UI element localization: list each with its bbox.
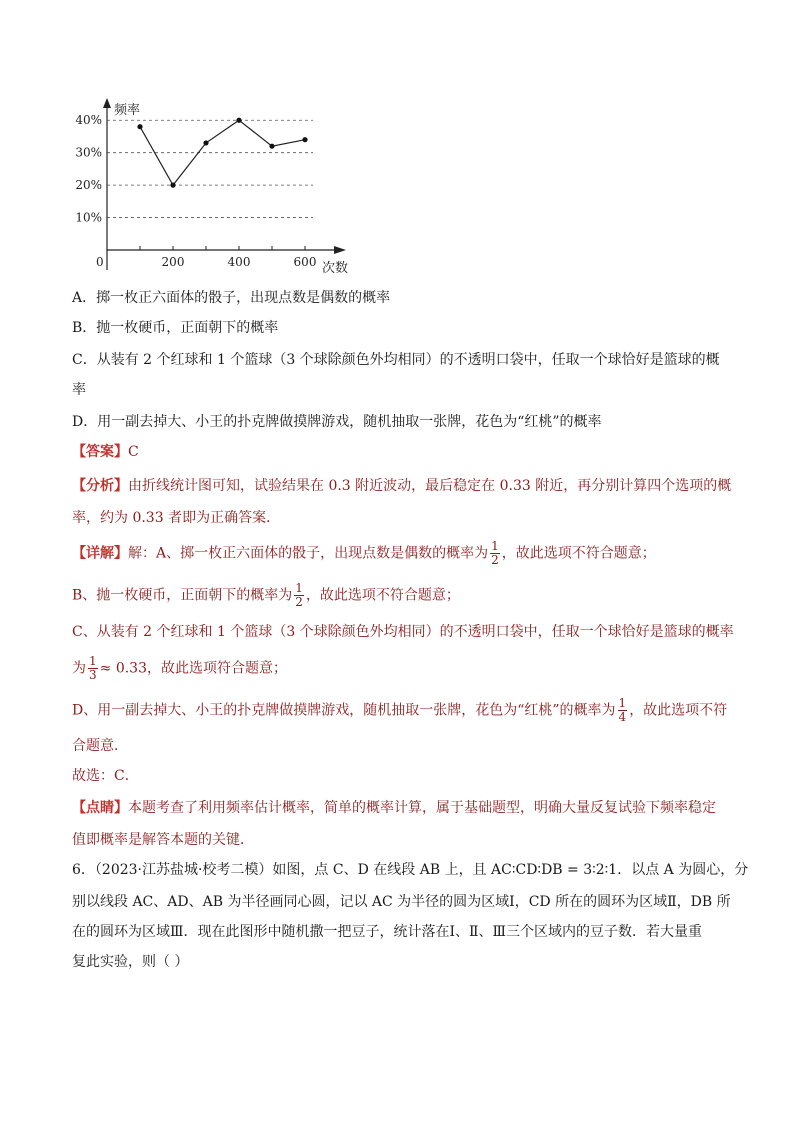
detail-b-post: ，故此选项不符合题意；	[305, 587, 460, 604]
detail-c-pre: 为	[72, 660, 86, 677]
data-point	[203, 140, 208, 145]
y-tick-label: 30%	[75, 145, 102, 160]
detail-line-c2	[72, 655, 287, 682]
fraction-c-den: 3	[89, 668, 97, 682]
question6-line1: 6．（2023·江苏盐城·校考二模）如图，点 C、D 在线段 AB 上，且 AC∶CD∶DB = 3∶2∶1．以点 A 为圆心，分	[72, 862, 749, 878]
frequency-line-chart	[70, 92, 370, 282]
x-axis-label: 次数	[322, 261, 349, 276]
fraction-b	[294, 582, 304, 609]
fraction-d-den: 4	[618, 710, 627, 724]
y-tick-label: 20%	[75, 178, 102, 193]
y-axis-label: 频率	[114, 103, 141, 118]
y-axis-arrow	[103, 98, 111, 108]
comment-line2: 值即概率是解答本题的关键．	[72, 832, 254, 848]
answer-tag: 【答案】	[72, 444, 128, 460]
fraction-a	[490, 540, 500, 567]
chart-ticks	[75, 113, 316, 269]
detail-choose: 故选：C．	[72, 768, 139, 784]
x-tick-label: 400	[227, 255, 251, 269]
detail-line-d1	[72, 697, 727, 724]
analysis-tag: 【分析】	[72, 478, 128, 494]
fraction-b-num: 1	[295, 581, 303, 595]
fraction-c	[88, 655, 98, 682]
answer-line	[72, 442, 139, 462]
option-c-line2: 率	[72, 382, 86, 398]
analysis-text1: 由折线统计图可知，试验结果在 0.3 附近波动，最后稳定在 0.33 附近，再分别计算四个选项的概	[128, 478, 732, 494]
y-tick-label: 10%	[75, 210, 102, 225]
option-b: B．抛一枚硬币，正面朝下的概率	[72, 320, 279, 336]
x-tick-label: 600	[293, 255, 317, 269]
detail-b-pre: B、抛一枚硬币，正面朝下的概率为	[72, 587, 293, 604]
comment-line1	[72, 798, 716, 818]
detail-line-c1: C、从装有 2 个红球和 1 个篮球（3 个球除颜色外均相同）的不透明口袋中，任取一个球恰好是篮球的概率	[72, 624, 734, 640]
option-d: D．用一副去掉大、小王的扑克牌做摸牌游戏，随机抽取一张牌，花色为“红桃”的概率	[72, 414, 602, 430]
option-c-line1: C．从装有 2 个红球和 1 个篮球（3 个球除颜色外均相同）的不透明口袋中，任取一个球恰好是篮球的概	[72, 352, 720, 368]
chart-grid	[107, 120, 313, 217]
detail-line-d2: 合题意．	[72, 738, 128, 754]
analysis-line1	[72, 476, 731, 496]
analysis-line2: 率，约为 0.33 者即为正确答案．	[72, 510, 281, 526]
detail-line-b	[72, 582, 460, 609]
fraction-a-num: 1	[491, 539, 499, 553]
detail-d-pre: D、用一副去掉大、小王的扑克牌做摸牌游戏，随机抽取一张牌，花色为“红桃”的概率为	[72, 702, 616, 719]
y-tick-label: 40%	[75, 113, 102, 128]
question6-line3: 在的圆环为区域Ⅲ．现在此图形中随机撒一把豆子，统计落在Ⅰ、Ⅱ、Ⅲ三个区域内的豆子数．若大量重	[72, 924, 703, 940]
detail-line-a	[72, 540, 656, 567]
data-point	[302, 137, 307, 142]
x-tick-label: 200	[161, 255, 185, 269]
detail-a-pre: 解：A、掷一枚正六面体的骰子，出现点数是偶数的概率为	[128, 545, 489, 562]
comment-text1: 本题考查了利用频率估计概率，简单的概率计算，属于基础题型，明确大量反复试验下频率稳定	[128, 800, 716, 816]
fraction-c-num: 1	[89, 654, 97, 668]
comment-tag: 【点睛】	[72, 800, 128, 816]
data-point	[137, 124, 142, 129]
fraction-b-den: 2	[295, 595, 303, 609]
fraction-d-num: 1	[618, 696, 627, 710]
detail-a-post: ，故此选项不符合题意；	[501, 545, 656, 562]
fraction-d	[618, 697, 628, 724]
origin-label: 0	[96, 255, 104, 269]
detail-d-post: ，故此选项不符	[629, 702, 728, 719]
data-point	[269, 144, 274, 149]
detail-c-post: ≈ 0.33，故此选项符合题意；	[99, 660, 287, 677]
x-axis-arrow	[334, 246, 346, 254]
data-point	[236, 118, 241, 123]
question6-line4: 复此实验，则（ ）	[72, 954, 189, 970]
detail-tag: 【详解】	[72, 545, 128, 562]
question6-line2: 别以线段 AC、AD、AB 为半径画同心圆，记以 AC 为半径的圆为区域Ⅰ，CD 所在的圆环为区域Ⅱ，DB 所	[72, 894, 731, 910]
option-a: A．掷一枚正六面体的骰子，出现点数是偶数的概率	[72, 290, 391, 306]
data-point	[170, 183, 175, 188]
answer-text: C	[128, 444, 139, 460]
fraction-a-den: 2	[491, 553, 499, 567]
